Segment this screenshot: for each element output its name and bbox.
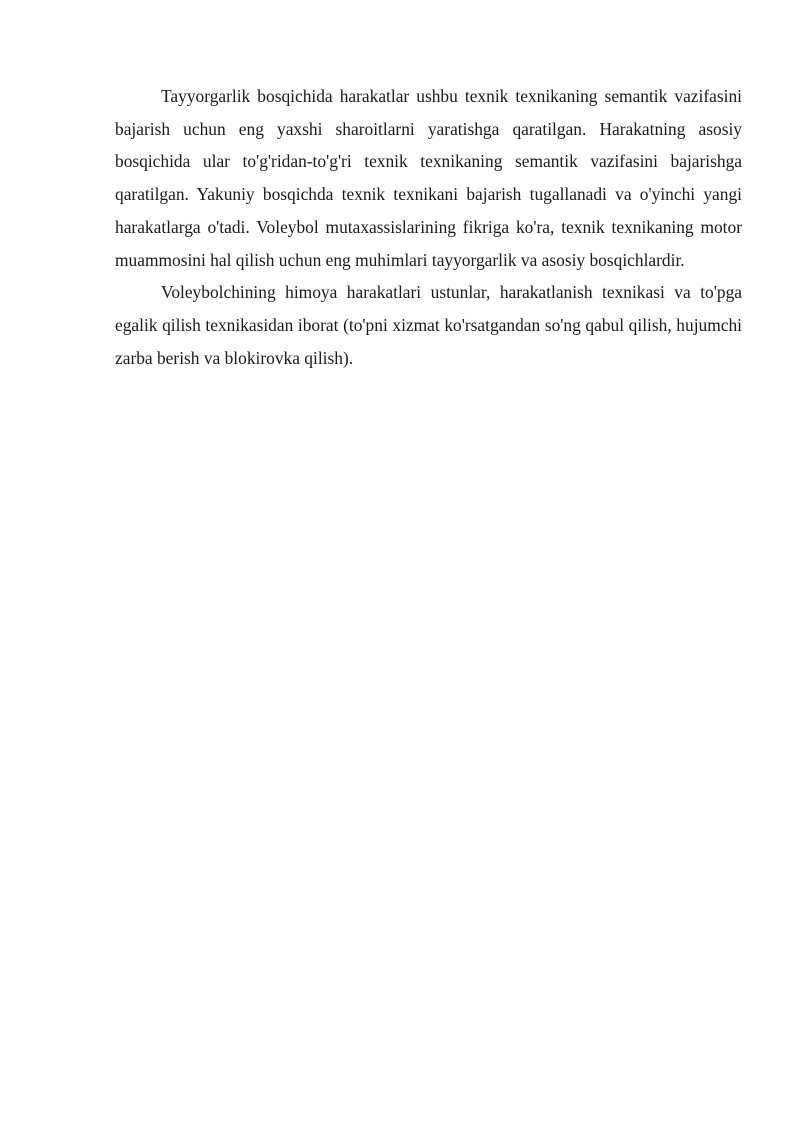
paragraph-defense: Voleybolchining himoya harakatlari ustunlar, harakatlanish texnikasi va to'pga egalik qilish texnikasidan iborat (to'pni xizmat ko'rsatgandan so'ng qabul qilish, hujumchi zarba berish va blokirovka qilish).	[115, 282, 742, 368]
paragraph-stages: Tayyorgarlik bosqichida harakatlar ushbu texnik texnikaning semantik vazifasini bajarish uchun eng yaxshi sharoitlarni yaratishga qaratilgan. Harakatning asosiy bosqichida ular to'g'ridan-to'g'ri texnik texnikaning semantik vazifasini bajarishga qaratilgan. Yakuniy bosqichda texnik texnikani bajarish tugallanadi va o'yinchi yangi harakatlarga o'tadi. Voleybol mutaxassislarining fikriga ko'ra, texnik texnikaning motor muammosini hal qilish uchun eng muhimlari tayyorgarlik va asosiy bosqichlardir.	[115, 86, 742, 270]
body-text	[115, 80, 742, 374]
